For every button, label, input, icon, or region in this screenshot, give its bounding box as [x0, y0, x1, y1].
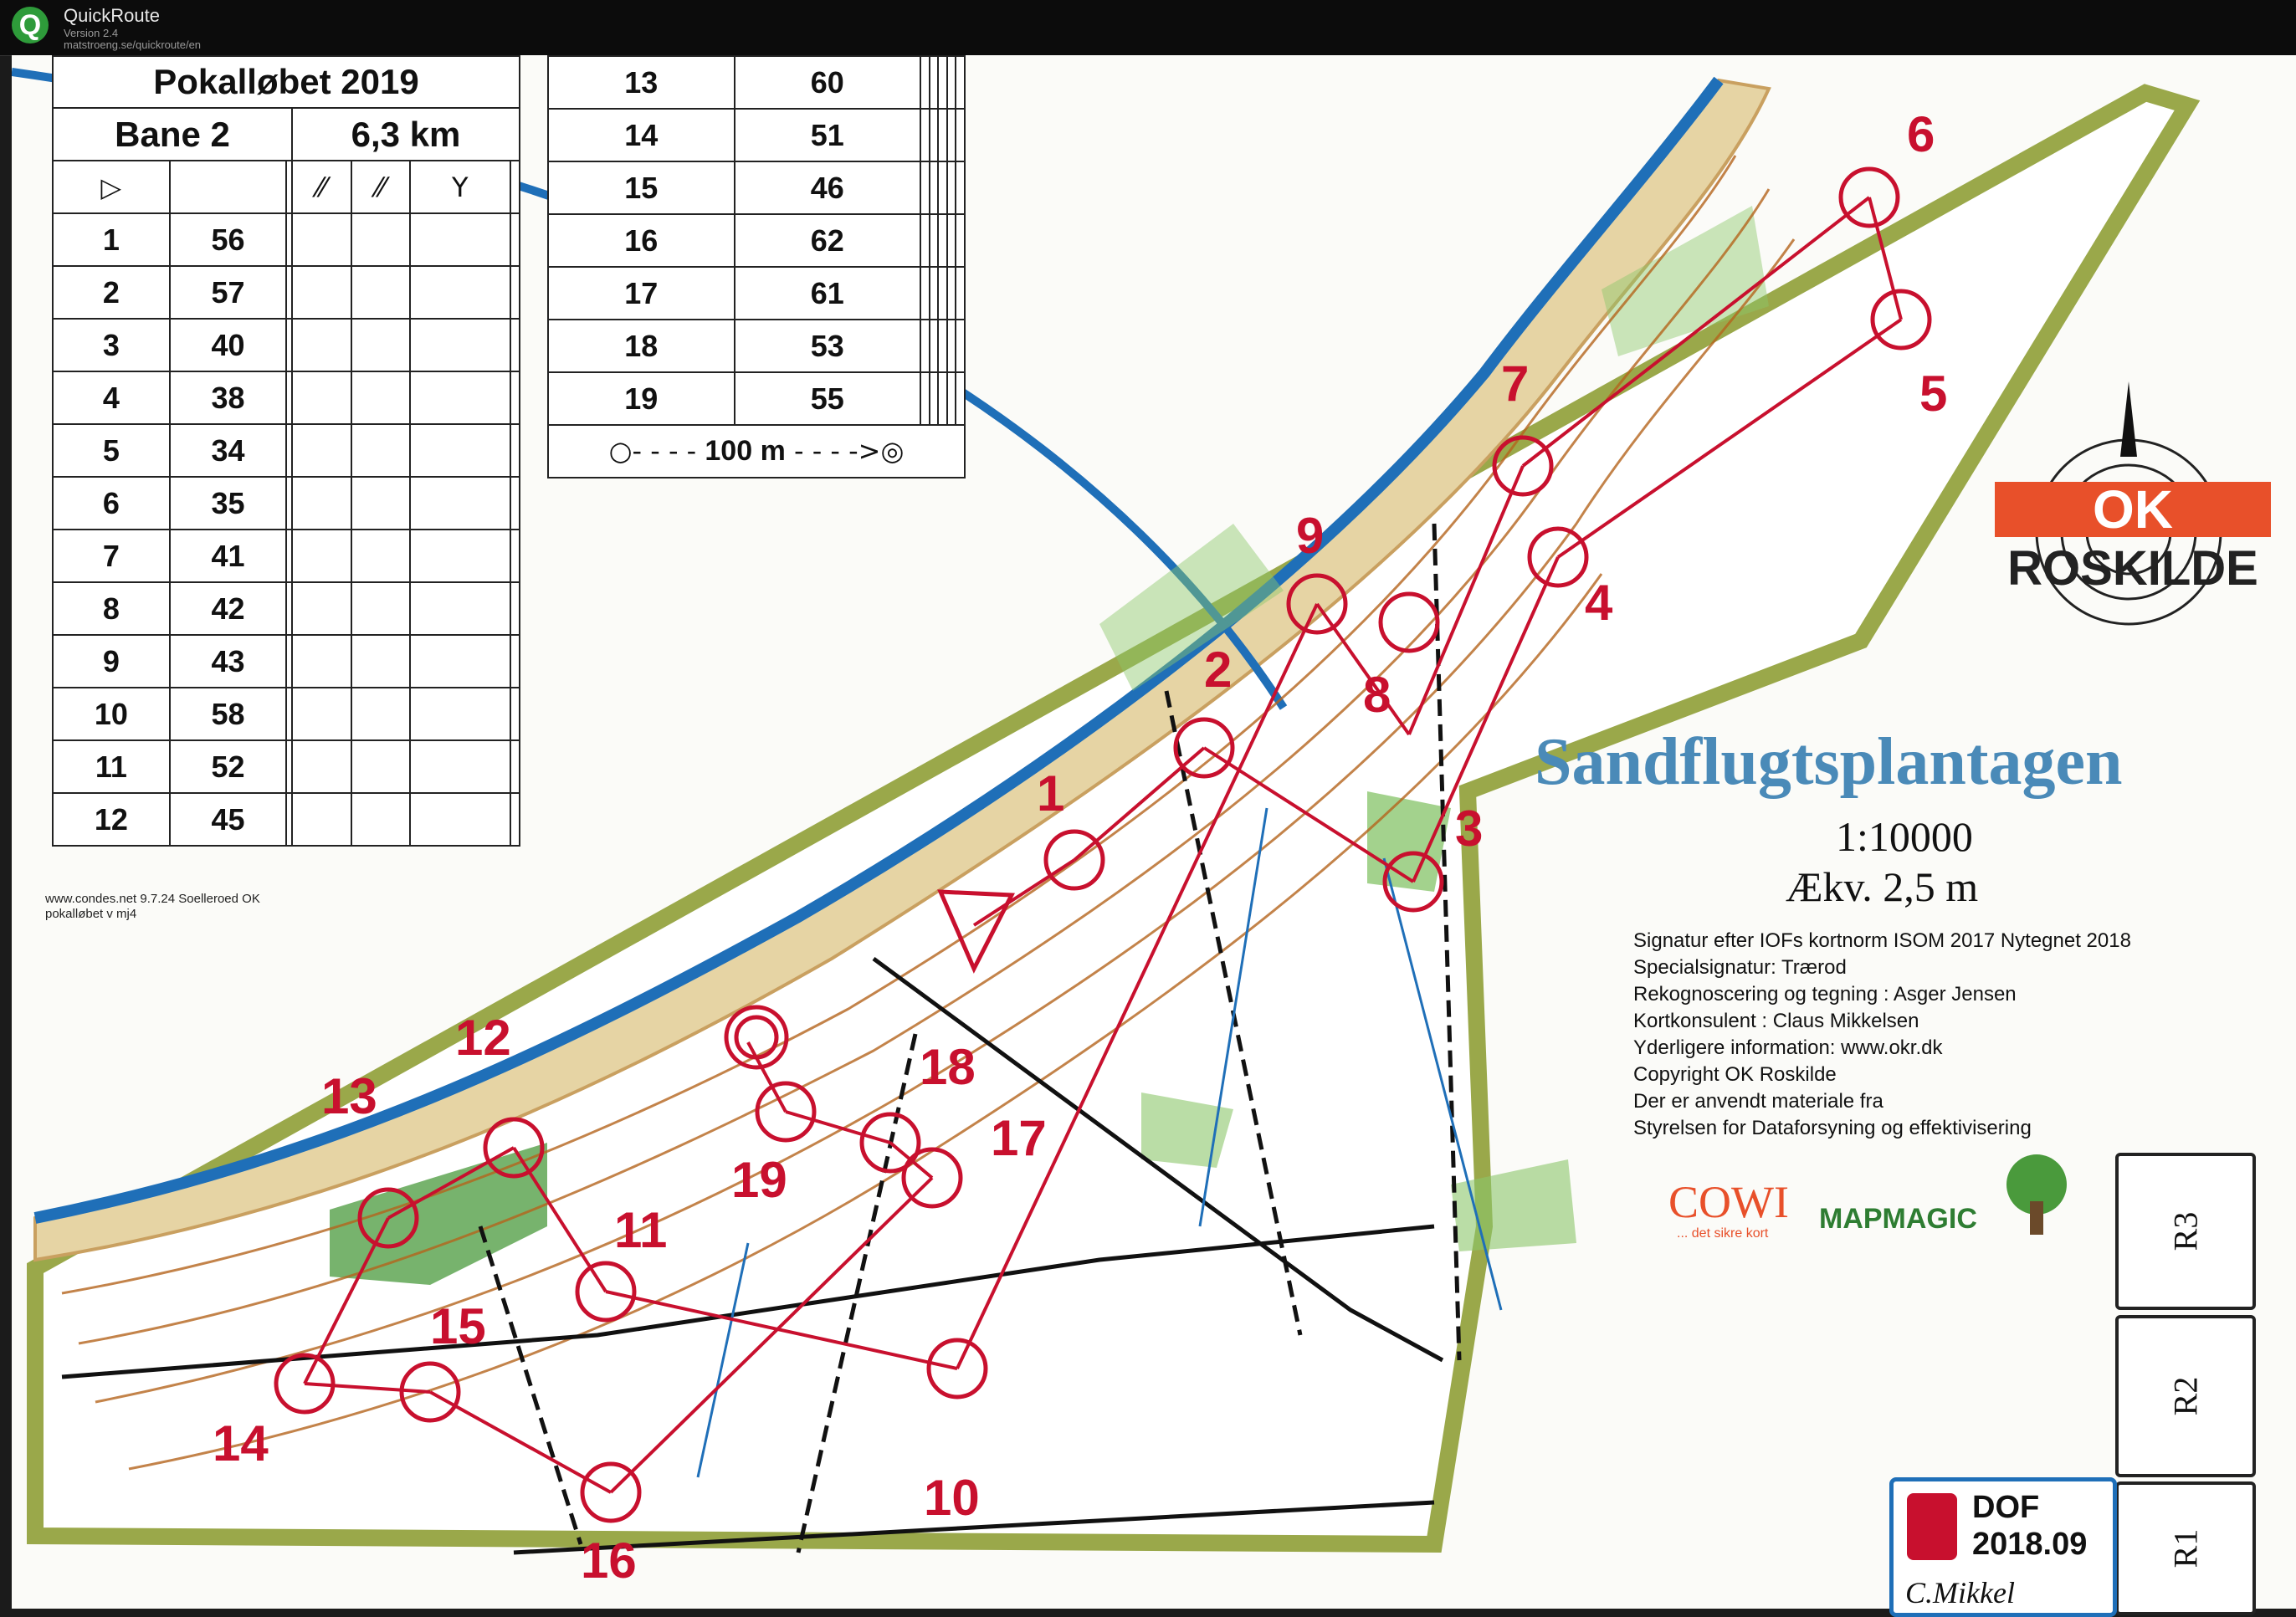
control-order: 3 — [53, 319, 170, 371]
orienteering-map[interactable] — [12, 55, 2296, 1609]
control-order: 16 — [548, 214, 735, 267]
description-row — [53, 213, 520, 266]
control-code: 41 — [170, 530, 287, 582]
control-code: 34 — [170, 424, 287, 477]
control-order: 14 — [548, 109, 735, 161]
description-row — [53, 477, 520, 530]
control-number-14: 14 — [213, 1415, 269, 1471]
relay-box-r2[interactable]: R2 — [2115, 1315, 2256, 1477]
control-order: 11 — [53, 740, 170, 793]
control-code: 46 — [735, 161, 921, 214]
course-file-footer: pokalløbet v mj4 — [45, 907, 137, 921]
description-row — [53, 582, 520, 635]
control-number-4: 4 — [1585, 575, 1613, 631]
control-number-9: 9 — [1296, 508, 1325, 564]
dof-date: 2018.09 — [1972, 1527, 2088, 1562]
control-order: 17 — [548, 267, 735, 320]
relay-box-r1[interactable]: R1 — [2115, 1481, 2256, 1615]
app-version: Version 2.4 — [64, 27, 119, 39]
description-row — [53, 371, 520, 424]
control-number-16: 16 — [581, 1533, 637, 1589]
control-number-11: 11 — [614, 1202, 668, 1258]
description-row — [53, 424, 520, 477]
control-code: 40 — [170, 319, 287, 371]
control-code: 61 — [735, 267, 921, 320]
control-order: 13 — [548, 56, 735, 109]
description-row — [548, 372, 965, 425]
control-number-10: 10 — [924, 1470, 980, 1526]
description-row — [548, 214, 965, 267]
control-order: 1 — [53, 213, 170, 266]
control-order: 10 — [53, 688, 170, 740]
event-title: Pokalløbet 2019 — [53, 56, 520, 108]
info-line-3: Rekognoscering og tegning : Asger Jensen — [1633, 983, 2017, 1006]
info-line-1: Signatur efter IOFs kortnorm ISOM 2017 Nytegnet 2018 — [1633, 929, 2131, 952]
description-row — [53, 530, 520, 582]
control-order: 5 — [53, 424, 170, 477]
description-row — [53, 319, 520, 371]
control-code: 52 — [170, 740, 287, 793]
map-contour: Ækv. 2,5 m — [1786, 863, 1979, 910]
control-code: 38 — [170, 371, 287, 424]
control-order: 6 — [53, 477, 170, 530]
control-code: 57 — [170, 266, 287, 319]
description-sheet-right — [547, 55, 966, 478]
control-code: 42 — [170, 582, 287, 635]
description-row — [53, 266, 520, 319]
control-order: 9 — [53, 635, 170, 688]
description-row — [548, 320, 965, 372]
tree-icon — [2006, 1154, 2067, 1235]
control-order: 4 — [53, 371, 170, 424]
control-number-5: 5 — [1919, 366, 1948, 422]
info-line-6: Copyright OK Roskilde — [1633, 1063, 1837, 1086]
finish-row: ○- - - - 100 m - - - ->◎ — [548, 425, 965, 478]
dof-stamp — [1889, 1477, 2117, 1617]
course-length: 6,3 km — [292, 108, 520, 161]
description-row — [548, 109, 965, 161]
control-number-3: 3 — [1455, 801, 1484, 857]
finish-distance: 100 m — [705, 435, 786, 467]
control-order: 2 — [53, 266, 170, 319]
control-order: 18 — [548, 320, 735, 372]
control-number-6: 6 — [1907, 106, 1935, 162]
course-name: Bane 2 — [53, 108, 292, 161]
app-title: QuickRoute — [64, 5, 160, 26]
info-line-4: Kortkonsulent : Claus Mikkelsen — [1633, 1010, 1919, 1032]
control-number-18: 18 — [920, 1039, 976, 1095]
club-name: ROSKILDE — [2007, 541, 2258, 596]
relay-box-r3[interactable]: R3 — [2115, 1153, 2256, 1310]
description-row — [53, 740, 520, 793]
mapmagic-logo: MAPMAGIC — [1819, 1203, 1977, 1235]
description-row — [548, 267, 965, 320]
control-number-17: 17 — [991, 1110, 1047, 1166]
control-code: 60 — [735, 56, 921, 109]
control-number-7: 7 — [1501, 356, 1530, 412]
club-letters: OK — [2093, 479, 2173, 540]
app-url: matstroeng.se/quickroute/en — [64, 38, 202, 51]
info-line-5: Yderligere information: www.okr.dk — [1633, 1036, 1943, 1059]
info-line-7: Der er anvendt materiale fra — [1633, 1090, 1883, 1113]
description-row — [548, 56, 965, 109]
description-row — [53, 688, 520, 740]
control-code: 58 — [170, 688, 287, 740]
start-symbol-icon: ▷ — [53, 161, 170, 213]
control-order: 8 — [53, 582, 170, 635]
control-code: 43 — [170, 635, 287, 688]
description-row — [53, 635, 520, 688]
control-number-2: 2 — [1204, 642, 1233, 698]
description-row — [53, 793, 520, 846]
condes-footer: www.condes.net 9.7.24 Soelleroed OK — [45, 892, 260, 906]
dof-label: DOF — [1972, 1490, 2040, 1525]
dof-signature: C.Mikkel — [1905, 1576, 2015, 1609]
window-titlebar — [0, 0, 2296, 56]
control-number-12: 12 — [455, 1010, 511, 1066]
cowi-logo: COWI — [1668, 1177, 1789, 1227]
description-row — [548, 161, 965, 214]
control-order: 19 — [548, 372, 735, 425]
quickroute-q-icon: Q — [12, 7, 49, 43]
map-name: Sandflugtsplantagen — [1535, 725, 2123, 799]
control-order: 15 — [548, 161, 735, 214]
dof-logo-icon — [1907, 1493, 1957, 1560]
control-number-13: 13 — [321, 1068, 377, 1124]
control-code: 45 — [170, 793, 287, 846]
control-code: 62 — [735, 214, 921, 267]
control-order: 12 — [53, 793, 170, 846]
control-number-19: 19 — [731, 1152, 787, 1208]
cowi-tagline: ... det sikre kort — [1677, 1226, 1769, 1241]
control-order: 7 — [53, 530, 170, 582]
info-line-8: Styrelsen for Dataforsyning og effektivisering — [1633, 1117, 2032, 1139]
control-number-1: 1 — [1037, 765, 1065, 821]
description-sheet-left: Pokalløbet 2019 Bane 2 6,3 km ▷ ⁄⁄ ⁄⁄ Y 1 56 2 57 3 40 4 38 5 34 6 35 7 41 8 42 9 43 10 58 11 52 12 45 — [52, 55, 520, 847]
control-number-15: 15 — [430, 1298, 486, 1354]
map-scale: 1:10000 — [1836, 813, 1973, 860]
control-number-8: 8 — [1363, 667, 1391, 723]
info-line-2: Specialsignatur: Trærod — [1633, 956, 1847, 979]
left-rows — [53, 213, 520, 846]
control-code: 35 — [170, 477, 287, 530]
control-code: 53 — [735, 320, 921, 372]
control-code: 51 — [735, 109, 921, 161]
control-code: 56 — [170, 213, 287, 266]
control-code: 55 — [735, 372, 921, 425]
